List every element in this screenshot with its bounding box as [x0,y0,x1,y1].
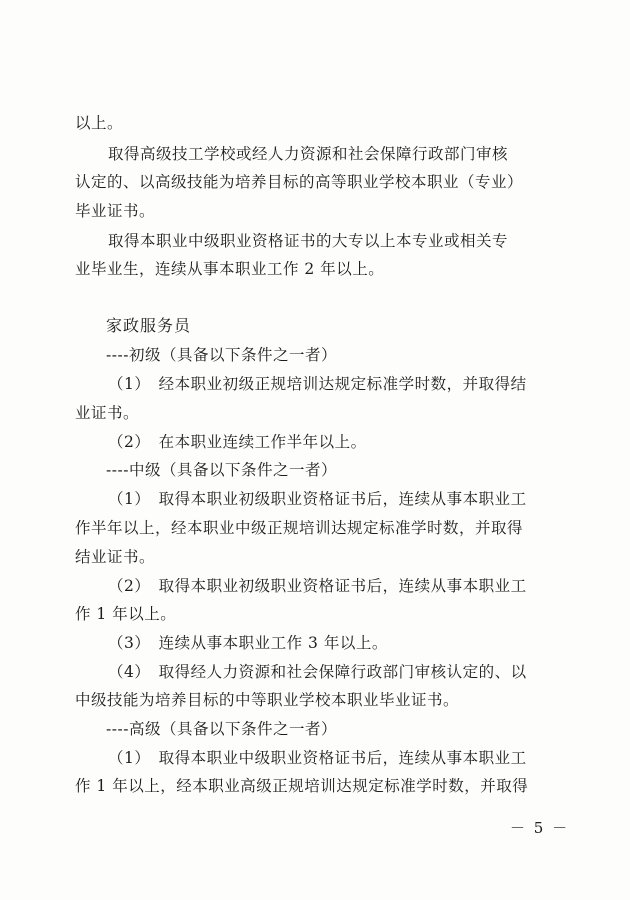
text-line: 毕业证书。 [75,202,156,220]
text-line: 取得高级技工学校或经人力资源和社会保障行政部门审核 [108,145,509,163]
text-line: 取得本职业中级职业资格证书的大专以上本专业或相关专 [108,232,509,250]
text-line: 中级技能为培养目标的中等职业学校本职业毕业证书。 [75,691,460,709]
text-line: 作半年以上，经本职业中级正规培训达规定标准学时数，并取得 [75,519,524,537]
level-heading: ----中级（具备以下条件之一者） [106,461,337,479]
text-line: 作 1 年以上，经本职业高级正规培训达规定标准学时数，并取得 [75,777,529,795]
text-line: 结业证书。 [75,548,156,566]
text-line: （1） 经本职业初级正规培训达规定标准学时数，并取得结 [108,375,527,393]
text-line: （2） 取得本职业初级职业资格证书后，连续从事本职业工 [108,577,527,595]
text-line: 认定的、以高级技能为培养目标的高等职业学校本职业（专业） [75,173,524,191]
text-line: 业证书。 [75,404,140,422]
text-line: 业毕业生，连续从事本职业工作 2 年以上。 [75,260,385,278]
text-line: （1） 取得本职业中级职业资格证书后，连续从事本职业工 [108,749,527,767]
text-line: （1） 取得本职业初级职业资格证书后，连续从事本职业工 [108,490,527,508]
text-line: （3） 连续从事本职业工作 3 年以上。 [108,634,388,652]
level-heading: ----初级（具备以下条件之一者） [106,346,337,364]
section-heading: 家政服务员 [106,316,192,335]
level-heading: ----高级（具备以下条件之一者） [106,720,337,738]
text-line: 以上。 [75,114,124,132]
text-line: 作 1 年以上。 [75,605,177,623]
text-line: （4） 取得经人力资源和社会保障行政部门审核认定的、以 [108,663,527,681]
text-line: （2） 在本职业连续工作半年以上。 [108,433,367,451]
page-number: － 5 － [510,819,570,837]
